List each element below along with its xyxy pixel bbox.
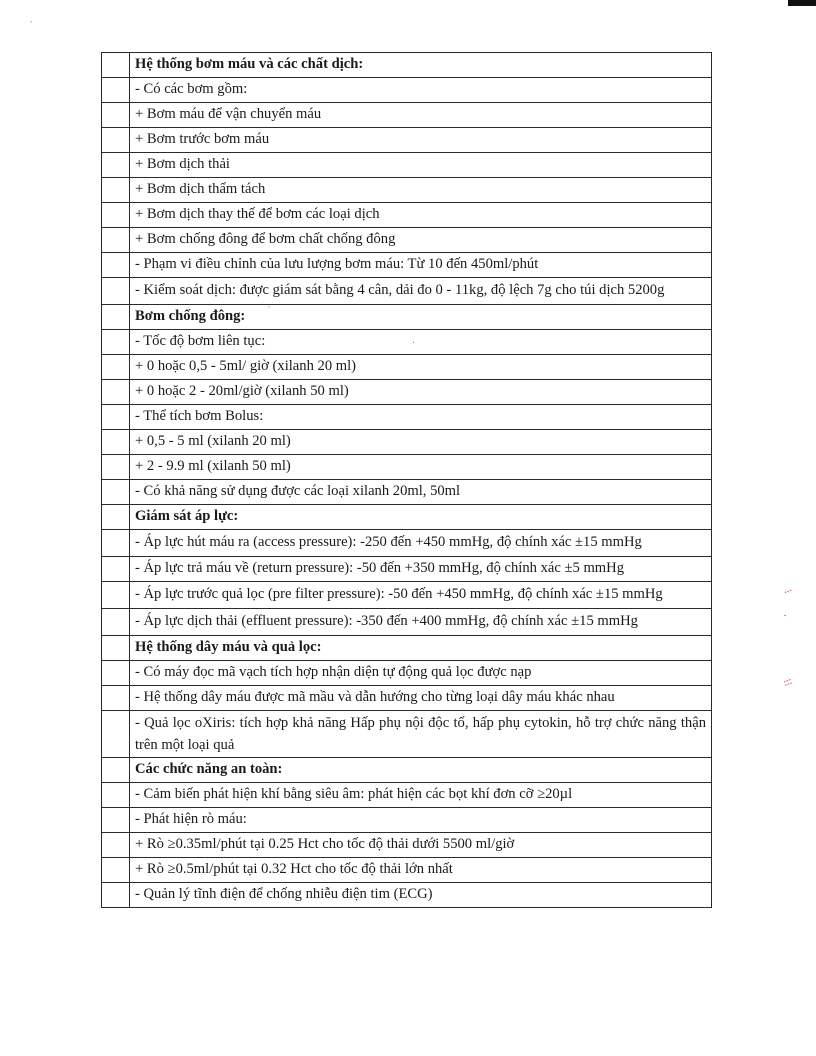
spec-row [102,455,712,480]
scan-artifact-mark: ․ [781,610,795,619]
scan-speck: ′ [268,305,271,316]
index-cell [102,380,130,405]
spec-row [102,686,712,711]
index-cell [102,808,130,833]
section-heading: Bơm chống đông: [130,305,712,330]
spec-row [102,430,712,455]
spec-row [102,582,712,609]
spec-text: - Phạm vi điều chỉnh của lưu lượng bơm máu: Từ 10 đến 450ml/phút [130,253,712,278]
index-cell [102,505,130,530]
index-cell [102,305,130,330]
section-heading-row [102,305,712,330]
section-heading: Hệ thống dây máu và quả lọc: [130,636,712,661]
spec-text: + Bơm dịch thải [130,153,712,178]
spec-text: + Rò ≥0.35ml/phút tại 0.25 Hct cho tốc độ thải dưới 5500 ml/giờ [130,833,712,858]
index-cell [102,480,130,505]
index-cell [102,53,130,78]
index-cell [102,278,130,305]
spec-row [102,178,712,203]
index-cell [102,711,130,758]
spec-row [102,253,712,278]
index-cell [102,430,130,455]
spec-row [102,203,712,228]
index-cell [102,253,130,278]
spec-text: + Bơm chống đông để bơm chất chống đông [130,228,712,253]
spec-text: - Phát hiện rò máu: [130,808,712,833]
section-heading-row [102,53,712,78]
spec-text: - Quản lý tĩnh điện để chống nhiễu điện tim (ECG) [130,883,712,908]
spec-text: - Áp lực trả máu về (return pressure): -50 đến +350 mmHg, độ chính xác ±5 mmHg [130,557,712,582]
spec-text: - Quả lọc oXiris: tích hợp khả năng Hấp phụ nội độc tố, hấp phụ cytokin, hỗ trợ chức năng thận trên một loại quả [130,711,712,758]
index-cell [102,609,130,636]
index-cell [102,858,130,883]
spec-row [102,355,712,380]
spec-row [102,78,712,103]
index-cell [102,103,130,128]
spec-text: + 0 hoặc 2 - 20ml/giờ (xilanh 50 ml) [130,380,712,405]
spec-text: - Cảm biến phát hiện khí bằng siêu âm: phát hiện các bọt khí đơn cỡ ≥20µl [130,783,712,808]
spec-text: - Tốc độ bơm liên tục: [130,330,712,355]
index-cell [102,636,130,661]
spec-text: + Bơm dịch thay thế để bơm các loại dịch [130,203,712,228]
spec-text: + 0 hoặc 0,5 - 5ml/ giờ (xilanh 20 ml) [130,355,712,380]
index-cell [102,783,130,808]
index-cell [102,557,130,582]
scan-artifact-mark: ⁝⁝ [780,676,795,689]
section-heading: Hệ thống bơm máu và các chất dịch: [130,53,712,78]
section-heading: Các chức năng an toàn: [130,758,712,783]
index-cell [102,330,130,355]
spec-row [102,480,712,505]
spec-row [102,153,712,178]
index-cell [102,153,130,178]
spec-text: - Áp lực trước quả lọc (pre filter pressure): -50 đến +450 mmHg, độ chính xác ±15 mmHg [130,582,712,609]
index-cell [102,833,130,858]
index-cell [102,355,130,380]
index-cell [102,78,130,103]
spec-row [102,711,712,758]
spec-text: + 2 - 9.9 ml (xilanh 50 ml) [130,455,712,480]
section-heading-row [102,505,712,530]
spec-row [102,661,712,686]
spec-text: + Bơm máu để vận chuyển máu [130,103,712,128]
spec-text: - Hệ thống dây máu được mã mầu và dẫn hướng cho từng loại dây máu khác nhau [130,686,712,711]
index-cell [102,228,130,253]
index-cell [102,455,130,480]
spec-text: + 0,5 - 5 ml (xilanh 20 ml) [130,430,712,455]
spec-text: + Bơm trước bơm máu [130,128,712,153]
spec-row [102,833,712,858]
spec-table-body [102,53,712,908]
section-heading-row [102,758,712,783]
index-cell [102,758,130,783]
spec-row [102,808,712,833]
spec-row [102,858,712,883]
index-cell [102,661,130,686]
spec-text: - Áp lực dịch thải (effluent pressure): -350 đến +400 mmHg, độ chính xác ±15 mmHg [130,609,712,636]
scan-corner-mark [788,0,816,6]
spec-row [102,783,712,808]
spec-text: - Có khả năng sử dụng được các loại xilanh 20ml, 50ml [130,480,712,505]
index-cell [102,178,130,203]
index-cell [102,405,130,430]
spec-text: - Có máy đọc mã vạch tích hợp nhận diện tự động quả lọc được nạp [130,661,712,686]
spec-row [102,103,712,128]
section-heading-row [102,636,712,661]
spec-text: - Thể tích bơm Bolus: [130,405,712,430]
index-cell [102,203,130,228]
scan-speck: · [412,338,416,349]
index-cell [102,128,130,153]
spec-row [102,278,712,305]
spec-text: - Có các bơm gồm: [130,78,712,103]
spec-row [102,228,712,253]
spec-text: - Áp lực hút máu ra (access pressure): -250 đến +450 mmHg, độ chính xác ±15 mmHg [130,530,712,557]
spec-row [102,128,712,153]
spec-row [102,380,712,405]
spec-row [102,609,712,636]
spec-row [102,557,712,582]
scan-artifact-mark: ⁝ [781,587,795,596]
spec-text: + Rò ≥0.5ml/phút tại 0.32 Hct cho tốc độ thải lớn nhất [130,858,712,883]
index-cell [102,582,130,609]
spec-row [102,330,712,355]
index-cell [102,686,130,711]
spec-row [102,530,712,557]
section-heading: Giám sát áp lực: [130,505,712,530]
spec-row [102,405,712,430]
spec-text: + Bơm dịch thẩm tách [130,178,712,203]
scan-speck: ′ [30,20,33,31]
spec-text: - Kiểm soát dịch: được giám sát bằng 4 cân, dải đo 0 - 11kg, độ lệch 7g cho túi dịch 5200g [130,278,712,305]
index-cell [102,530,130,557]
index-cell [102,883,130,908]
spec-table [101,52,712,908]
spec-row [102,883,712,908]
